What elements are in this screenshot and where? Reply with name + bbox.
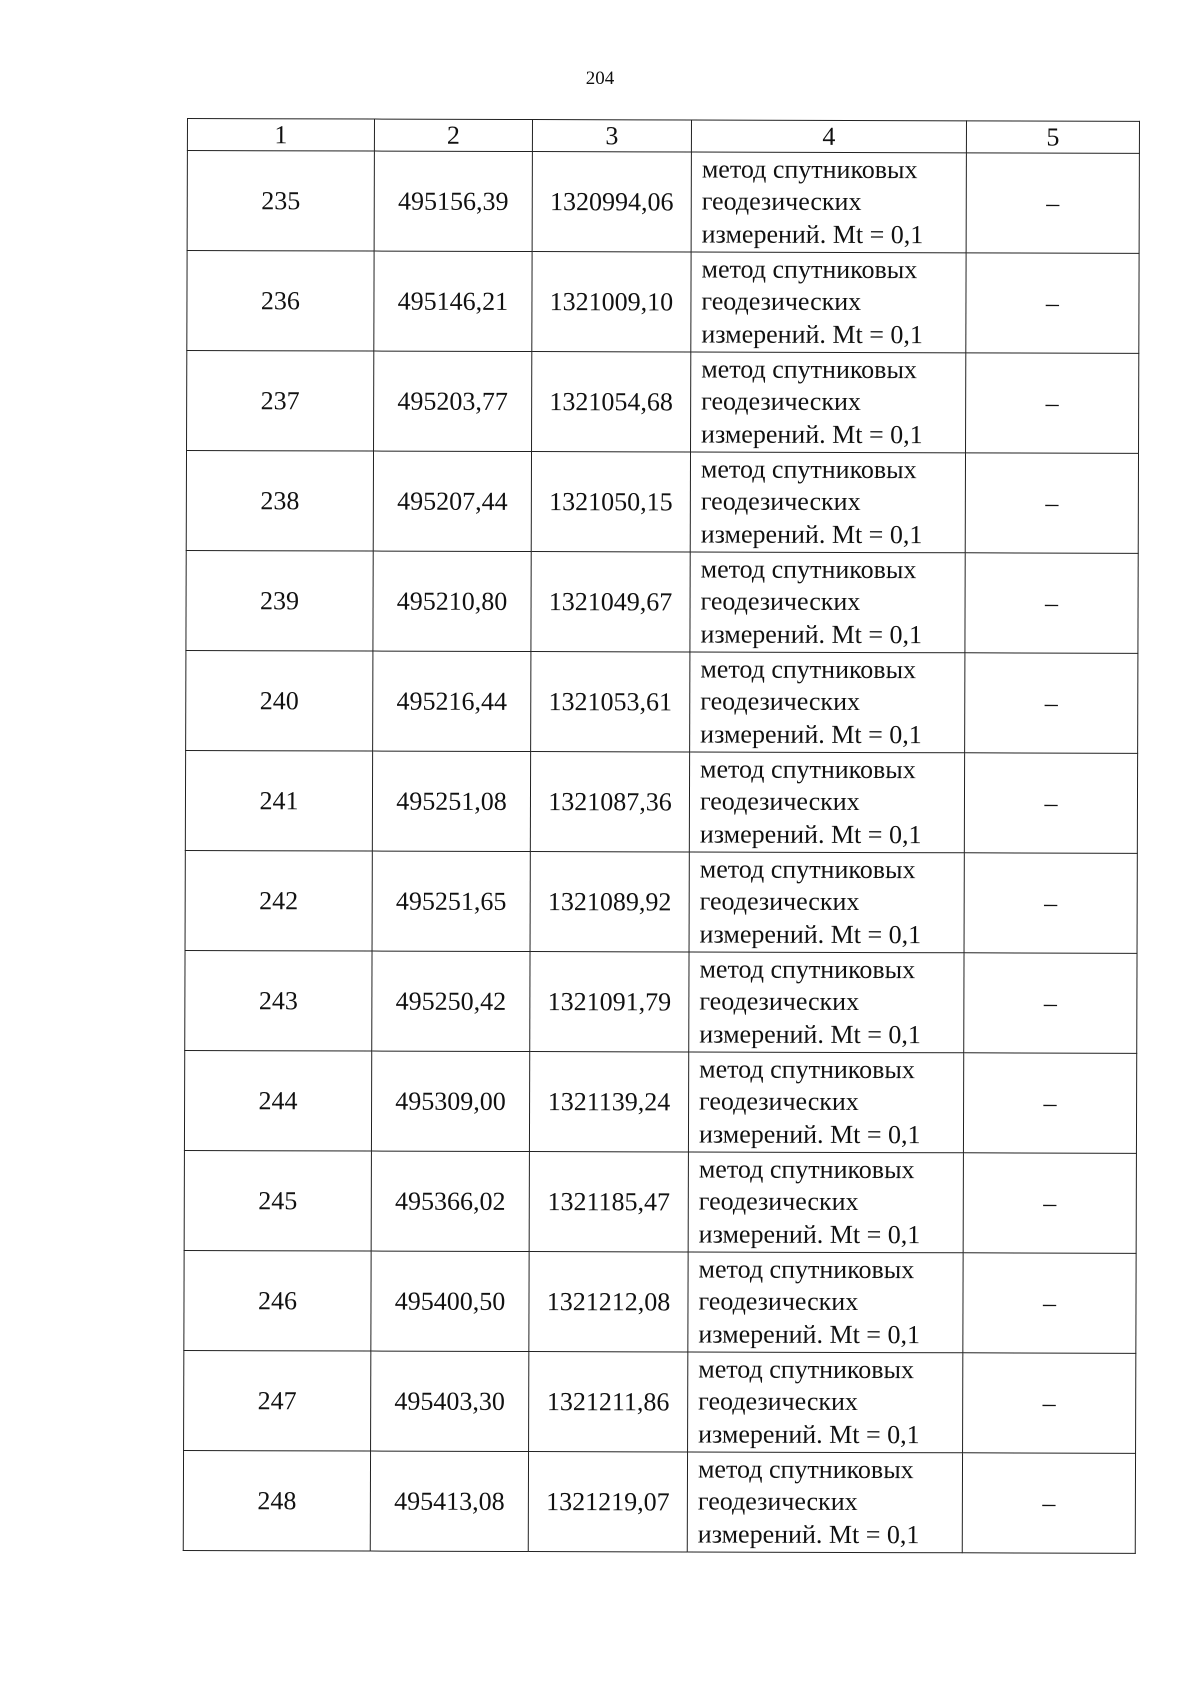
method-line: измерений. Mt = 0,1 (698, 1319, 921, 1349)
method-cell (689, 752, 964, 853)
method-cell (689, 952, 964, 1053)
method-cell (688, 1252, 963, 1353)
point-number-cell: 243 (185, 950, 372, 1051)
header-col-4: 4 (691, 120, 966, 153)
method-line: геодезических (701, 186, 862, 217)
method-line: метод спутниковых (700, 454, 917, 484)
note-cell: – (962, 1453, 1135, 1554)
x-coordinate-cell: 495251,08 (372, 751, 530, 851)
method-line: измерений. Mt = 0,1 (698, 1219, 921, 1249)
y-coordinate-cell: 1321049,67 (531, 552, 690, 652)
table-row (184, 1050, 1136, 1153)
table-row (187, 251, 1139, 354)
note-cell: – (965, 653, 1138, 754)
table-row (185, 750, 1137, 853)
header-col-2: 2 (374, 119, 532, 151)
header-col-5: 5 (966, 121, 1139, 154)
x-coordinate-cell: 495413,08 (370, 1451, 528, 1551)
method-line: метод спутниковых (701, 154, 918, 184)
table-row (187, 351, 1139, 454)
table-row (185, 950, 1137, 1053)
method-line: метод спутниковых (697, 1454, 914, 1484)
point-number-cell: 235 (187, 151, 374, 252)
method-line: измерений. Mt = 0,1 (699, 919, 922, 949)
method-line: измерений. Mt = 0,1 (699, 1019, 921, 1049)
table-row (186, 550, 1138, 653)
method-line: метод спутниковых (700, 654, 917, 684)
method-cell (690, 552, 965, 653)
table-row (184, 1250, 1136, 1353)
method-cell (688, 1152, 963, 1253)
header-col-3: 3 (532, 120, 691, 152)
y-coordinate-cell: 1321089,92 (530, 852, 689, 952)
header-row (187, 119, 1139, 154)
method-line: метод спутниковых (699, 954, 916, 984)
x-coordinate-cell: 495400,50 (371, 1251, 529, 1351)
method-line: измерений. Mt = 0,1 (700, 519, 923, 549)
x-coordinate-cell: 495207,44 (373, 451, 531, 551)
point-number-cell: 241 (185, 750, 372, 851)
method-line: измерений. Mt = 0,1 (698, 1419, 920, 1449)
point-number-cell: 240 (186, 650, 373, 751)
method-line: геодезических (700, 686, 861, 717)
method-line: геодезических (699, 986, 860, 1017)
method-cell (691, 252, 966, 353)
y-coordinate-cell: 1321219,07 (528, 1452, 687, 1552)
method-line: измерений. Mt = 0,1 (701, 219, 924, 249)
table-body (183, 151, 1139, 1554)
point-number-cell: 244 (184, 1050, 371, 1151)
method-line: геодезических (698, 1186, 859, 1217)
table-row (187, 151, 1139, 254)
method-line: метод спутниковых (699, 854, 916, 884)
method-line: геодезических (699, 886, 860, 917)
method-line: измерений. Mt = 0,1 (697, 1519, 920, 1549)
method-line: геодезических (699, 1086, 859, 1117)
method-cell (690, 652, 965, 753)
x-coordinate-cell: 495309,00 (371, 1051, 529, 1151)
point-number-cell: 246 (184, 1250, 371, 1351)
method-line: геодезических (697, 1486, 858, 1517)
note-cell: – (963, 1353, 1136, 1454)
method-line: геодезических (699, 786, 860, 817)
method-cell (687, 1452, 962, 1553)
x-coordinate-cell: 495216,44 (373, 651, 531, 751)
table-row (185, 850, 1137, 953)
method-cell (688, 1352, 963, 1453)
method-line: геодезических (698, 1286, 859, 1317)
page-number: 204 (585, 68, 615, 89)
table-header (187, 119, 1139, 154)
method-line: геодезических (701, 286, 862, 317)
header-col-1: 1 (187, 119, 374, 152)
note-cell: – (966, 253, 1139, 354)
table-row (184, 1150, 1136, 1253)
point-number-cell: 248 (183, 1450, 370, 1551)
x-coordinate-cell: 495210,80 (373, 551, 531, 651)
method-line: метод спутниковых (698, 1154, 915, 1184)
note-cell: – (963, 1253, 1136, 1354)
method-line: геодезических (700, 486, 861, 517)
note-cell: – (966, 153, 1139, 254)
method-line: метод спутниковых (701, 354, 918, 384)
note-cell: – (964, 853, 1137, 954)
y-coordinate-cell: 1321009,10 (532, 252, 691, 352)
method-line: метод спутниковых (699, 1054, 915, 1084)
method-line: измерений. Mt = 0,1 (698, 1119, 921, 1149)
table-row (186, 650, 1138, 753)
note-cell: – (966, 353, 1139, 454)
x-coordinate-cell: 495250,42 (372, 951, 530, 1051)
method-cell (689, 852, 964, 953)
y-coordinate-cell: 1321091,79 (530, 952, 689, 1052)
note-cell: – (963, 1153, 1136, 1254)
x-coordinate-cell: 495251,65 (372, 851, 530, 951)
method-line: метод спутниковых (700, 754, 916, 784)
method-line: геодезических (701, 386, 861, 417)
method-line: измерений. Mt = 0,1 (700, 719, 922, 749)
y-coordinate-cell: 1321053,61 (531, 652, 690, 752)
note-cell: – (964, 953, 1137, 1054)
table-row (186, 451, 1138, 554)
method-line: метод спутниковых (698, 1354, 915, 1384)
method-line: измерений. Mt = 0,1 (700, 619, 923, 649)
method-line: геодезических (698, 1386, 858, 1417)
note-cell: – (963, 1053, 1136, 1154)
point-number-cell: 236 (187, 251, 374, 352)
table-row (183, 1450, 1135, 1553)
method-line: метод спутниковых (698, 1254, 915, 1284)
note-cell: – (965, 553, 1138, 654)
note-cell: – (964, 753, 1137, 854)
point-number-cell: 239 (186, 550, 373, 651)
point-number-cell: 247 (184, 1350, 371, 1451)
method-cell (690, 452, 965, 553)
method-line: метод спутниковых (700, 554, 917, 584)
x-coordinate-cell: 495156,39 (374, 151, 532, 251)
y-coordinate-cell: 1321212,08 (529, 1252, 688, 1352)
method-line: геодезических (700, 586, 861, 617)
y-coordinate-cell: 1321050,15 (531, 452, 690, 552)
point-number-cell: 242 (185, 850, 372, 951)
method-cell (691, 152, 966, 253)
method-cell (688, 1052, 963, 1153)
x-coordinate-cell: 495146,21 (374, 251, 532, 351)
x-coordinate-cell: 495203,77 (374, 351, 532, 451)
y-coordinate-cell: 1320994,06 (532, 152, 691, 252)
method-line: метод спутниковых (701, 254, 918, 284)
x-coordinate-cell: 495366,02 (371, 1151, 529, 1251)
y-coordinate-cell: 1321087,36 (530, 752, 689, 852)
note-cell: – (965, 453, 1138, 554)
coordinates-table (183, 118, 1140, 1554)
x-coordinate-cell: 495403,30 (371, 1351, 529, 1451)
y-coordinate-cell: 1321185,47 (529, 1152, 688, 1252)
method-line: измерений. Mt = 0,1 (699, 819, 922, 849)
table-row (184, 1350, 1136, 1453)
point-number-cell: 245 (184, 1150, 371, 1251)
method-cell (691, 352, 966, 453)
method-line: измерений. Mt = 0,1 (701, 419, 923, 449)
y-coordinate-cell: 1321211,86 (529, 1352, 688, 1452)
method-line: измерений. Mt = 0,1 (701, 319, 924, 349)
y-coordinate-cell: 1321139,24 (529, 1052, 688, 1152)
y-coordinate-cell: 1321054,68 (532, 352, 691, 452)
point-number-cell: 238 (186, 451, 373, 552)
point-number-cell: 237 (187, 351, 374, 452)
